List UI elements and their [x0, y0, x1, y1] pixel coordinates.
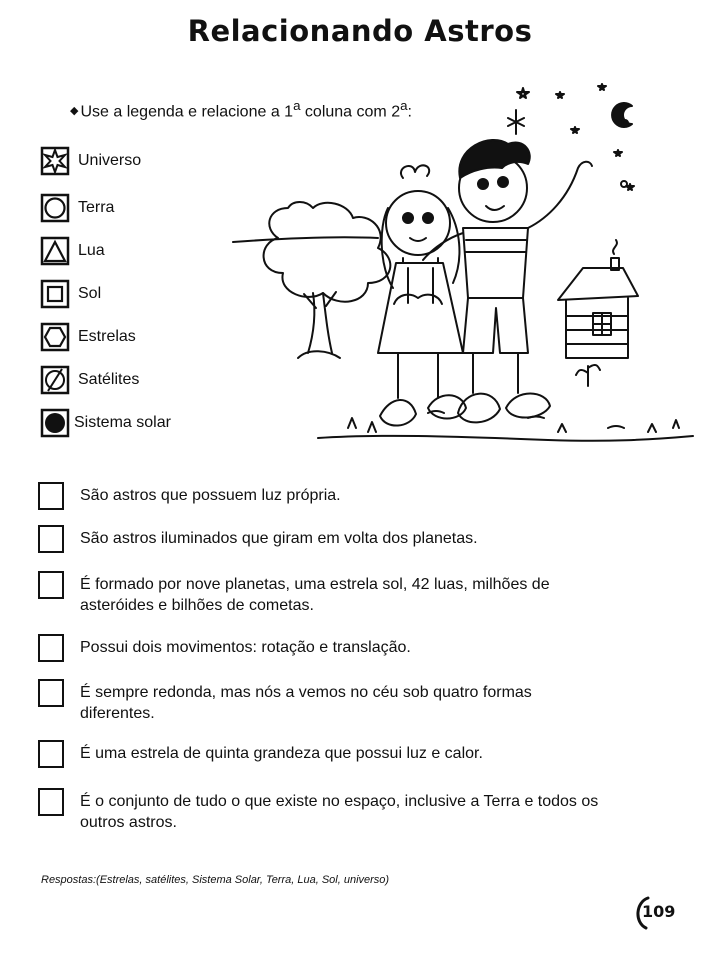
children-stargazing-illustration: [228, 68, 698, 458]
answer-checkbox[interactable]: [38, 679, 64, 707]
legend-item-sol: [40, 279, 240, 309]
question-text: É uma estrela de quinta grandeza que possui luz e calor.: [80, 745, 483, 762]
star-in-square-icon: [40, 146, 70, 176]
question-text: São astros iluminados que giram em volta dos planetas.: [80, 530, 478, 547]
answer-checkbox[interactable]: [38, 525, 64, 553]
legend-item-estrelas: [40, 322, 240, 352]
legend-label: Satélites: [78, 371, 140, 388]
legend-label: Sistema solar: [74, 414, 171, 431]
legend-item-lua: [40, 236, 240, 266]
legend-label: Universo: [78, 152, 142, 169]
legend-label: Terra: [78, 199, 115, 216]
slashed-circle-in-square-icon: [40, 365, 70, 395]
circle-in-square-icon: [40, 193, 70, 223]
answer-checkbox[interactable]: [38, 571, 64, 599]
answer-checkbox[interactable]: [38, 740, 64, 768]
answer-checkbox[interactable]: [38, 482, 64, 510]
legend-item-satelites: [40, 365, 240, 395]
legend-item-terra: [40, 193, 240, 223]
square-in-square-icon: [40, 279, 70, 309]
question-text: São astros que possuem luz própria.: [80, 487, 341, 504]
question-text: É sempre redonda, mas nós a vemos no céu sob quatro formas diferentes.: [80, 684, 532, 722]
filled-circle-in-square-icon: [40, 408, 70, 438]
legend-label: Sol: [78, 285, 102, 302]
hexagon-in-square-icon: [40, 322, 70, 352]
legend-item-sistema-solar: [40, 408, 240, 438]
question-text: É formado por nove planetas, uma estrela sol, 42 luas, milhões de asteróides e bilhões de cometas.: [80, 576, 550, 614]
answer-checkbox[interactable]: [38, 634, 64, 662]
page-title: Relacionando Astros: [187, 14, 533, 48]
page-number: 109: [634, 894, 674, 930]
legend-label: Lua: [78, 242, 105, 259]
legend-item-universo: [40, 146, 240, 176]
legend-label: Estrelas: [78, 328, 136, 345]
answer-key: Respostas:(Estrelas, satélites, Sistema Solar, Terra, Lua, Sol, universo): [41, 874, 390, 886]
diamond-bullet-icon: ◆: [70, 105, 79, 118]
triangle-in-square-icon: [40, 236, 70, 266]
instruction: ◆ Use a legenda e relacione a 1$^a$ coluna com 2$^a$:: [70, 98, 412, 121]
question-text: É o conjunto de tudo o que existe no espaço, inclusive a Terra e todos os outros astros.: [80, 793, 599, 831]
question-text: Possui dois movimentos: rotação e translação.: [80, 639, 411, 656]
answer-checkbox[interactable]: [38, 788, 64, 816]
